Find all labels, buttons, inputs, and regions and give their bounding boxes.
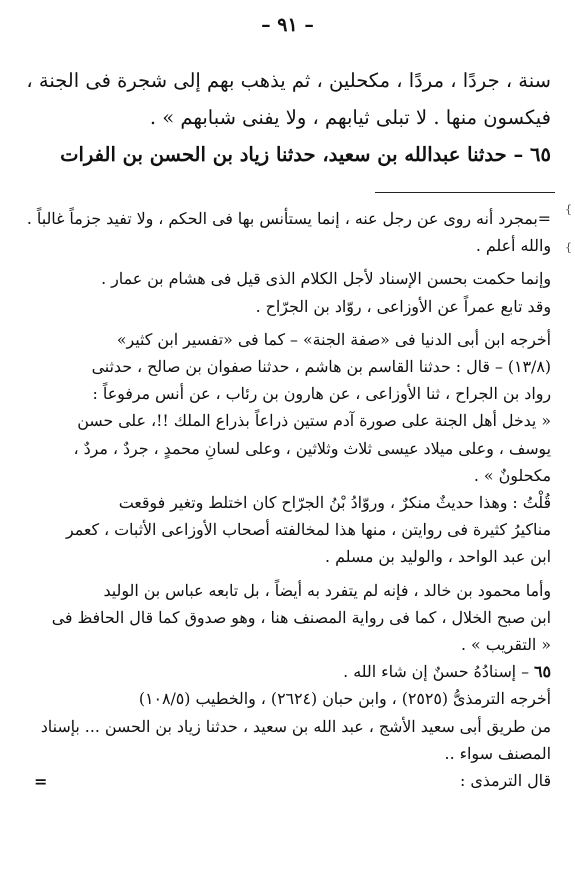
footnote-line: أخرجه الترمذىُّ (٢٥٢٥) ، وابن حبان (٢٦٢٤) ، والخطيب (١٠٨/٥) [138,689,551,709]
main-line: سنة ، جردًا ، مردًا ، مكحلين ، ثم يذهب بهم إلى شجرة فى الجنة ، [26,69,551,92]
hadith-number: ٦٥ [530,143,551,166]
continuation-mark: = [34,772,48,791]
footnote-number: ٦٥ [534,662,551,682]
footnote-line: قال الترمذى : [459,771,551,791]
footnote-line: أخرجه ابن أبى الدنيا فى «صفة الجنة» – كما فى «تفسير ابن كثير» [116,329,551,349]
main-line: فيكسون منها . لا تبلى ثيابهم ، ولا يفنى شبابهم » . [149,106,551,129]
margin-mark: { [565,241,572,254]
main-text [24,62,551,173]
footnote-line: ابن صبح الخلال ، كما فى رواية المصنف هنا ، وهو صدوق كما قال الحافظ فى [51,607,551,627]
footnote-line: المصنف سواء .. [444,743,551,763]
footnotes [24,205,551,794]
footnote-line: والله أعلم . [475,236,551,256]
hadith-heading [24,136,551,173]
footnote-line: يوسف ، وعلى ميلاد عيسى ثلاث وثلاثين ، وعلى لسانِ محمدٍ ، جردٌ ، مردٌ ، [73,438,551,458]
page-number: – ٩١ – [261,14,314,36]
footnote-heading-text: – إسنادُهُ حسنٌ إن شاء الله . [343,662,535,682]
footnote-line: قُلْتُ : وهذا حديثٌ منكرٌ ، وروّادُ بْنُ الجرّاح كان اختلط وتغير فوقعت [118,493,551,513]
footnote-line: مكحلونٌ » . [473,465,551,485]
footnote-heading [24,658,551,685]
footnote-line: رواد بن الجراح ، ثنا الأوزاعى ، عن هارون بن رئاب ، عن أنس مرفوعاً : [92,384,551,404]
footnote-line: « التقريب » . [461,635,551,655]
footnote-line: « يدخل أهل الجنة على صورة آدم ستين ذراعاً بذراع الملك !!، على حسن [77,411,551,431]
footnote-line: من طريق أبى سعيد الأشج ، عبد الله بن سعيد ، حدثنا زياد بن الحسن ... بإسناد [40,716,551,736]
footnote-line: وأما محمود بن خالد ، فإنه لم يتفرد به أيضاً ، بل تابعه عباس بن الوليد [103,580,551,600]
hadith-text: – حدثنا عبدالله بن سعيد، حدثنا زياد بن الحسن بن الفرات [60,143,531,166]
footnote-divider [375,192,555,193]
footnote-line: وإنما حكمت بحسن الإسناد لأجل الكلام الذى قيل فى هشام بن عمار . [101,269,551,289]
footnote-line: مناكيرُ كثيرة فى روايتن ، منها هذا لمخالفته أصحاب الأوزاعى الأثبات ، كعمر [66,520,551,540]
footnote-line: وقد تابع عمراً عن الأوزاعى ، روّاد بن الجرّاح . [255,296,551,316]
footnote-line: (١٣/٨) – قال : حدثنا القاسم بن هاشم ، حدثنا صفوان بن صالح ، حدثنى [91,357,551,377]
footnote-line: ابن عبد الواحد ، والوليد بن مسلم . [325,547,551,567]
footnote-line: =بمجرد أنه روى عن رجل عنه ، إنما يستأنس بها فى الحكم ، ولا تفيد جزماً غالباً . [26,209,551,228]
margin-mark: { [565,203,572,216]
